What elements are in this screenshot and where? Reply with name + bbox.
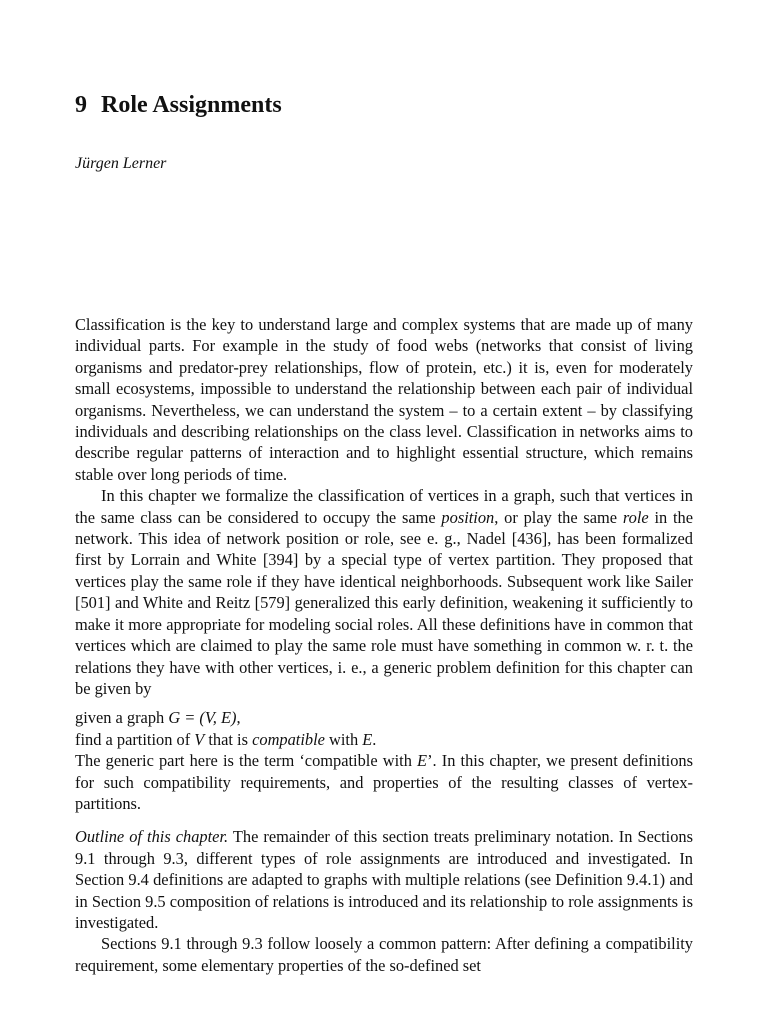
text-span: , or play the same [494,507,623,527]
math-e: E [362,729,373,749]
chapter-title [75,92,282,119]
problem-line-1 [75,707,693,728]
math-graph: G = (V, E) [168,708,237,728]
text-span: The remainder of this section treats preliminary notation. In Sections 9.1 through 9.3, different types of role assignments are introduced and investigated. In Section 9.4 definitions are adapted to graphs with multiple relations (see Definition 9.4.1) and in Section 9.5 composition of relations is introduced and its relationship to role assignments is investigated. [75,827,693,932]
paragraph-generic [75,750,693,814]
body-text [75,314,693,976]
text-span: in the network. This idea of network position or role, see e. g., Nadel [436], has been formalized first by Lorrain and White [394] by a special type of vertex partition. They proposed that vertices play the same role if they have identical neighborhoods. Subsequent work like Sailer [501] and White and Reitz [579] generalized this early definition, weakening it sufficiently to make it more appropriate for modeling social roles. All these definitions have in common that vertices which are claimed to play the same role must have something in common w. r. t. the relations they have with other vertices, i. e., a generic problem definition for this chapter can be given by [75,507,693,698]
text-span: , [236,708,241,728]
emphasis-compatible: compatible [252,729,325,749]
chapter-title-text: Role Assignments [101,92,282,118]
text-span: ’. In this chapter, we present definitions for such compatibility requirements, and properties of the resulting classes of vertex-partitions. [75,751,693,813]
text-span: In this chapter we formalize the classification of vertices in a graph, such that vertices in the same class can be considered to occupy the same [75,486,693,527]
text-span: given a graph [75,708,169,728]
text-span: find a partition of [75,729,195,749]
paragraph-intro: Classification is the key to understand large and complex systems that are made up of many individual parts. For example in the study of food webs (networks that consist of living organisms and predator-prey relationships, flow of protein, etc.) it is, even for moderately small ecosystems, impossible to understand the relationship between each pair of individual organisms. Nevertheless, we can understand the system – to a certain extent – by classifying individuals and describing relationships on the class level. Classification in networks aims to describe regular patterns of interaction and to highlight essential structure, which remains stable over long periods of time. [75,315,693,484]
text-span: The generic part here is the term ‘compatible with [75,751,418,771]
chapter-number: 9 [75,92,87,118]
paragraph-formalize [75,485,693,699]
text-span: . [372,729,377,749]
emphasis-role: role [622,507,649,527]
math-e: E [417,751,428,771]
outline-heading: Outline of this chapter. [75,827,229,847]
problem-line-2 [75,729,693,750]
emphasis-position: position [441,507,495,527]
text-span: with [324,729,363,749]
text-span: that is [204,729,253,749]
paragraph-sections: Sections 9.1 through 9.3 follow loosely a common pattern: After defining a compatibility requirement, some elementary properties of the so-defined set [75,934,693,975]
paragraph-outline [75,826,693,933]
math-v: V [194,729,205,749]
author-name: Jürgen Lerner [75,155,167,172]
